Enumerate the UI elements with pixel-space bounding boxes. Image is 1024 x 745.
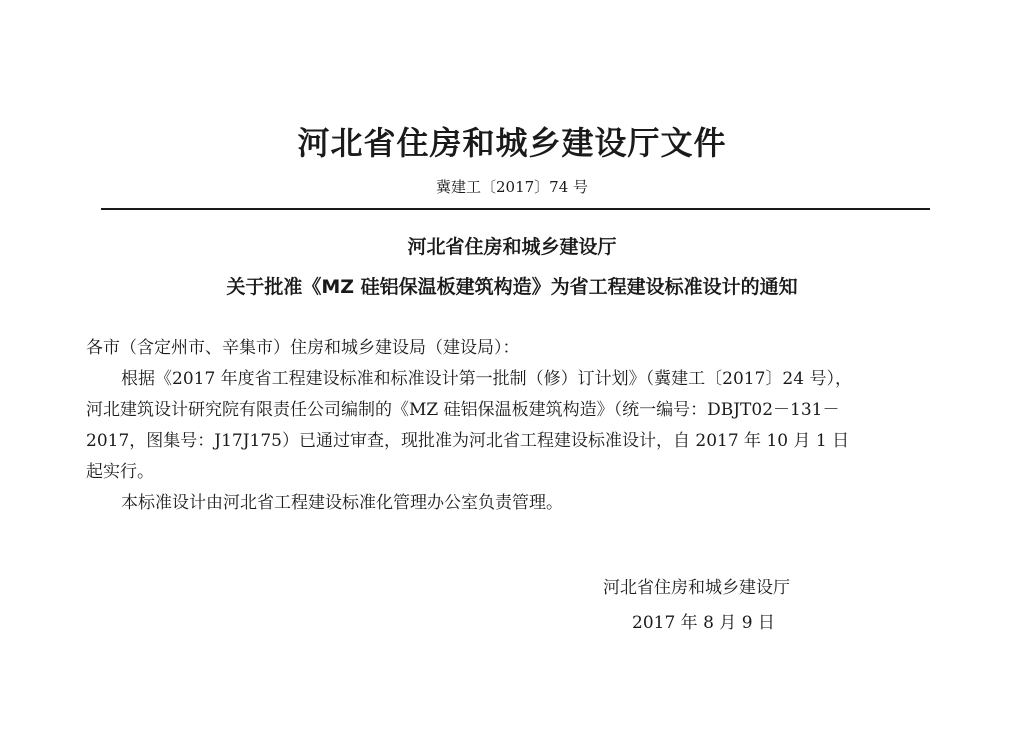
paragraph-2: 本标准设计由河北省工程建设标准化管理办公室负责管理。: [121, 493, 563, 513]
paragraph-1: [86, 364, 852, 488]
header-divider: [101, 208, 930, 210]
signature-date: 2017 年 8 月 9 日: [632, 613, 775, 633]
paragraph-1-line: 2017，图集号：J17J175）已通过审查，现批准为河北省工程建设标准设计，自 2017 年 10 月 1 日: [86, 431, 850, 451]
paragraph-1-line: 根据《2017 年度省工程建设标准和标准设计第一批制（修）订计划》（冀建工〔2017〕24 号），: [121, 369, 852, 389]
notice-title-line-1: 河北省住房和城乡建设厅: [407, 236, 617, 258]
paragraph-1-line: 河北建筑设计研究院有限责任公司编制的《MZ 硅铝保温板建筑构造》（统一编号：DBJT02－131－: [86, 400, 840, 420]
notice-title-line-2: 关于批准《MZ 硅铝保温板建筑构造》为省工程建设标准设计的通知: [226, 276, 798, 298]
document-number: 冀建工〔2017〕74 号: [435, 178, 589, 196]
document-header-title: 河北省住房和城乡建设厅文件: [297, 124, 727, 162]
salutation: 各市（含定州市、辛集市）住房和城乡建设局（建设局）：: [86, 338, 520, 358]
signature-organization: 河北省住房和城乡建设厅: [603, 578, 790, 598]
paragraph-1-line: 起实行。: [86, 462, 154, 482]
